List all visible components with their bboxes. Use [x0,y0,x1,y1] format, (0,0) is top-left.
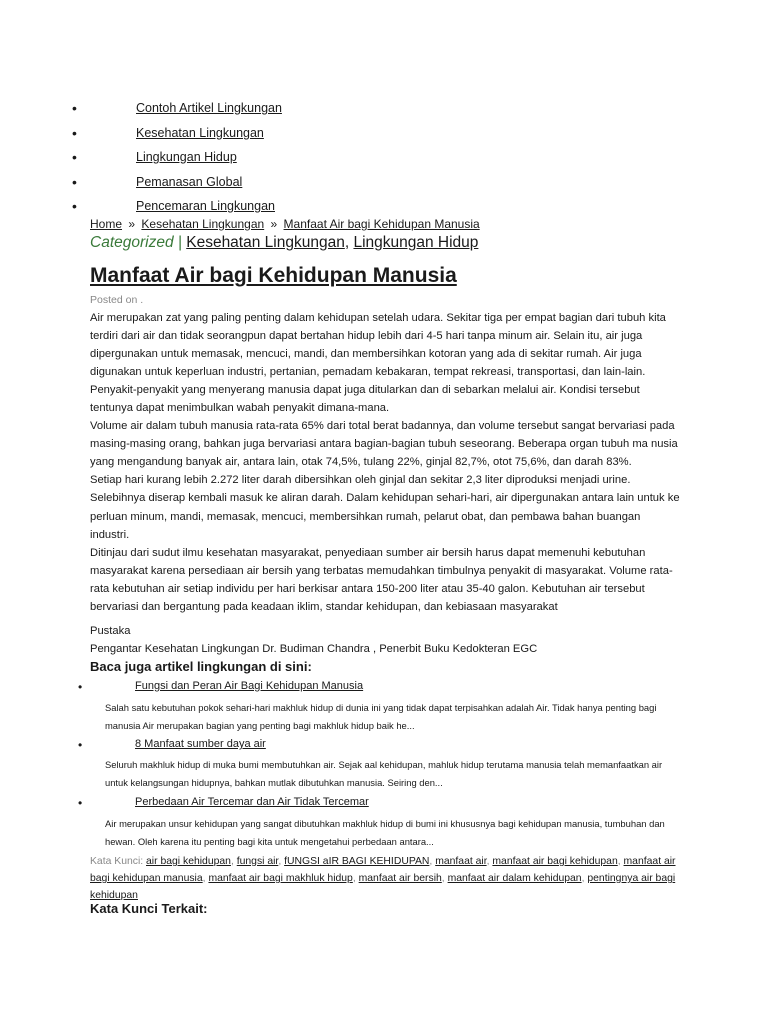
keyword-separator: , [202,873,206,884]
keyword-link[interactable]: pentingnya air bagi kehidupan [90,873,676,901]
nav-item [0,150,700,170]
breadcrumb-separator: » [270,217,278,231]
keyword-link[interactable]: manfaat air bagi makhluk hidup [208,873,353,884]
keyword-link[interactable]: manfaat air bersih [358,873,442,884]
breadcrumb-separator: » [128,217,136,231]
article-body [90,309,682,616]
pustaka-label: Pustaka [90,625,131,637]
breadcrumb-current-link[interactable]: Manfaat Air bagi Kehidupan Manusia [283,217,480,231]
keywords-label: Kata Kunci: [90,856,144,867]
nav-link-pencemaran-lingkungan[interactable]: Pencemaran Lingkungan [136,199,275,213]
article-paragraph: Ditinjau dari sudut ilmu kesehatan masyarakat, penyediaan sumber air bersih harus dapat memenuhi kebutuhan masyarakat karena persediaan air bersih yang terbatas memudahkan timbulnya penyakit di masyarakat. Volume rata- rata kebutuhan air setiap individu per hari berkisar antara 150-200 liter atau 35-40 galon. Kebutuhan air tersebut bervariasi dan bergantung pada keadaan iklim, standar kehidupan, dan kebiasaan masyarakat [90,546,673,613]
nav-item [0,126,700,146]
bullet-icon: • [78,796,83,810]
keyword-link[interactable]: air bagi kehidupan [146,856,231,867]
nav-link-contoh-artikel-lingkungan[interactable]: Contoh Artikel Lingkungan [136,101,282,115]
nav-link-kesehatan-lingkungan[interactable]: Kesehatan Lingkungan [136,126,264,140]
category-separator: , [344,234,350,251]
related-article-excerpt: Salah satu kebutuhan pokok sehari-hari makhluk hidup di dunia ini yang tidak dapat terpisahkan adalah Air. Tidak hanya penting bagi manusia Air merupakan bagian yang penting bagi makhluk hidup baik he... [105,702,657,731]
bullet-icon: • [72,174,77,190]
related-articles-heading: Baca juga artikel lingkungan di sini: [90,659,312,674]
keyword-separator: , [486,856,490,867]
pustaka-reference: Pengantar Kesehatan Lingkungan Dr. Budiman Chandra , Penerbit Buku Kedokteran EGC [90,643,538,655]
category-link-lingkungan-hidup[interactable]: Lingkungan Hidup [353,234,479,251]
keyword-separator: , [278,856,282,867]
keyword-link[interactable]: fUNGSI aIR BAGI KEHIDUPAN [284,856,430,867]
keyword-link[interactable]: manfaat air dalam kehidupan [447,873,582,884]
article-paragraph: Setiap hari kurang lebih 2.272 liter darah dibersihkan oleh ginjal dan sekitar 2,3 liter diproduksi menjadi urine. Selebihnya diserap kembali masuk ke aliran darah. Dalam kehidupan sehari-hari, air dipergunakan antara lain untuk ke perluan minum, mandi, memasak, mencuci, membersihkan rumah, pelarut obat, dan pembawa bahan buangan industri. [90,474,680,541]
bullet-icon: • [78,738,83,752]
keyword-separator: , [617,856,621,867]
keyword-separator: , [441,873,445,884]
breadcrumb [90,217,480,231]
keyword-link[interactable]: manfaat air bagi kehidupan manusia [90,856,676,884]
posted-on: Posted on . [90,294,144,306]
keyword-separator: , [230,856,234,867]
article-paragraph: Volume air dalam tubuh manusia rata-rata 65% dari total berat badannya, dan volume tersebut sangat bervariasi pada masing-masing orang, bahkan juga bervariasi antara bagian-bagian tubuh seseorang. Beberapa organ tubuh ma nusia yang mengandung banyak air, antara lain, otak 74,5%, tulang 22%, ginjal 82,7%, otot 75,6%, dan darah 83%. [90,420,678,469]
nav-link-lingkungan-hidup[interactable]: Lingkungan Hidup [136,150,237,164]
bullet-icon: • [72,125,77,141]
keywords-block [90,853,684,904]
related-article-link[interactable]: 8 Manfaat sumber daya air [135,738,266,750]
categorized-label: Categorized | [90,234,182,251]
category-link-kesehatan-lingkungan[interactable]: Kesehatan Lingkungan [186,234,345,251]
article-title-link[interactable]: Manfaat Air bagi Kehidupan Manusia [90,264,457,287]
bullet-icon: • [72,100,77,116]
keyword-link[interactable]: fungsi air [236,856,279,867]
keyword-separator: , [429,856,433,867]
bullet-icon: • [78,680,83,694]
nav-link-pemanasan-global[interactable]: Pemanasan Global [136,175,243,189]
keyword-separator: , [352,873,356,884]
related-article-link[interactable]: Perbedaan Air Tercemar dan Air Tidak Tercemar [135,796,369,808]
related-article-link[interactable]: Fungsi dan Peran Air Bagi Kehidupan Manusia [135,680,364,692]
related-article-excerpt: Air merupakan unsur kehidupan yang sangat dibutuhkan makhluk hidup di bumi ini khususnya bagi kehidupan manusia, tumbuhan dan hewan. Oleh karena itu penting bagi kita untuk mengetahui perbedaan antara... [105,818,665,847]
related-article-excerpt: Seluruh makhluk hidup di muka bumi membutuhkan air. Sejak aal kehidupan, mahluk hidup terutama manusia telah memanfaatkan air untuk kelangsungan hidupnya, bahkan mutlak dibutuhkan manusia. Seiring den... [105,759,663,788]
keyword-link[interactable]: manfaat air [435,856,487,867]
bullet-icon: • [72,198,77,214]
categorized-line [90,234,478,252]
article-paragraph: Air merupakan zat yang paling penting dalam kehidupan setelah udara. Sekitar tiga per empat bagian dari tubuh kita terdiri dari air dan tidak seorangpun dapat bertahan hidup lebih dari 4-5 hari tanpa minum air. Selain itu, air juga dipergunakan untuk memasak, mencuci, mandi, dan membersihkan kotoran yang ada di sekitar rumah. Air juga digunakan untuk keperluan industri, pertanian, pemadam kebakaran, tempat rekreasi, transportasi, dan lain-lain. Penyakit-penyakit yang menyerang manusia dapat juga ditularkan dan di sebarkan melalui air. Kondisi tersebut tentunya dapat menimbulkan wabah penyakit dimana-mana. [90,312,666,415]
breadcrumb-home-link[interactable]: Home [90,217,123,231]
bullet-icon: • [72,149,77,165]
article-title[interactable] [90,264,457,288]
keyword-link[interactable]: manfaat air bagi kehidupan [492,856,618,867]
related-keywords-heading: Kata Kunci Terkait: [90,901,208,916]
keyword-separator: , [581,873,585,884]
nav-item [0,101,700,121]
breadcrumb-category-link[interactable]: Kesehatan Lingkungan [141,217,265,231]
nav-item [0,199,700,219]
nav-item [0,175,700,195]
